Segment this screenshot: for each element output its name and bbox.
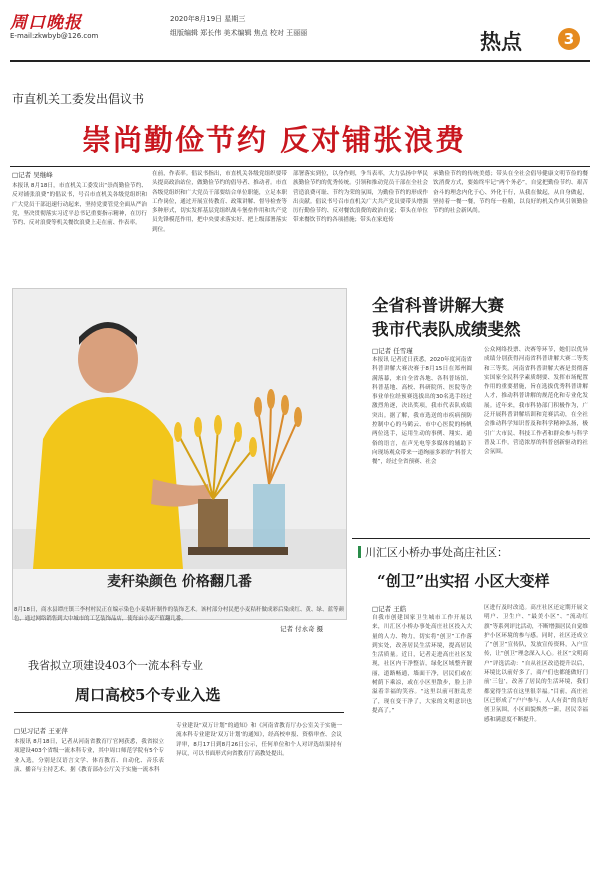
editor-credits: 组版编辑 郑长伟 美术编辑 焦点 校对 王丽丽	[170, 29, 308, 37]
story4-column-1: 本报讯 8月18日，记者从河南省教育厅官网获悉，我省拟立项建设403个省级一流本科专业，其中周口师范学院有5个专业入选，分别是汉语言文学、体育教育、自动化、音乐表演、播音与主持艺术。据《教育部办公厅关于实施一流本科	[14, 739, 164, 773]
story3-byline: □记者 王皓	[372, 605, 407, 613]
photo-caption-title: 麦秆染颜色 价格翻几番	[107, 574, 252, 590]
story1-headline: 崇尚勤俭节约 反对铺张浪费	[82, 123, 467, 157]
story3-kicker: 川汇区小桥办事处高庄社区：	[365, 546, 508, 559]
story4-byline: □见习记者 王亚萍	[14, 727, 68, 735]
photo-frame	[12, 288, 347, 620]
issue-date: 2020年8月19日 星期三	[170, 15, 246, 23]
masthead-rule	[10, 60, 590, 62]
story3-accent-bar	[358, 546, 361, 558]
story1-column-2: 在前，作表率。倡议书指出，市直机关各级党组织要带头提高政治站位，做勤俭节约的倡导者、推动者。市直各级党组织和广大党员干部要结合单位职能，立足本职工作岗位，通过开展宣传教育、政策讲解、督导检查等多种形式，切实发挥基层党组织战斗堡垒作用和共产党员先锋模范作用，把中央要求落实好、把上级部署落实到位。	[152, 171, 287, 233]
story1-byline: □记者 吴继峰	[12, 171, 53, 179]
story4-rule	[14, 712, 344, 713]
story3-headline: “创卫”出实招 小区大变样	[377, 572, 550, 590]
story3-column-2: 区进行及时改造。高庄社区还定期开展文明户、卫生户、“最美小区”、“流动红旗”等系列评比活动，不断增强居民自觉维护小区环境的参与感。同时，社区还成立了“创卫”宣传队，发放宣传资料，入户宣传，让“创卫”理念深入人心。社区“文明商户”评选活动：“自从社区改造提升以后，环境比以前好多了，商户们也都能做好门前‘三包’，改善了居民的生活环境，我们都觉得生活在这里很幸福。”目前，高庄社区已形成了“户户参与、人人有责”的良好创卫氛围，小区面貌焕然一新，居民幸福感和满意度不断提升。	[484, 605, 588, 723]
photo-credit: 记者 付永奇 摄	[280, 625, 324, 633]
wheat-craft-photo	[13, 289, 346, 569]
story4-column-2: 专业建设“双万计划”的通知》和《河南省教育厅办公室关于实施一流本科专业建设‘双万计划’的通知》，经高校申报、资格审查、会议评审，8月17日到8月26日公示，任何单位和个人对评选结果持有异议，可以书面形式向省教育厅高教处提出。	[176, 723, 342, 757]
story3-column-1: 自我市创建国家卫生城市工作开展以来，川汇区小桥办事处高庄社区投入大量的人力、物力，切实将“创卫”工作落到实处，改善居民生活环境，提高居民生活质量。近日，记者走进高庄社区发现，社区内干净整洁，绿化区域整齐靓丽，道路畅通，墙面干净，居民们或在树荫下乘凉，或在小区里散步，脸上洋溢着幸福的笑容。“这里以前可脏乱差了，现在变干净了，大家的文明意识也提高了。”	[372, 615, 472, 714]
story3-top-rule	[352, 538, 590, 539]
story4-headline: 周口高校5个专业入选	[75, 686, 221, 704]
story2-column-2: 公众网络投票、决赛等环节，她们以优异成绩分别获得河南省科普讲解大赛二等奖和三等奖。河南省科普讲解大赛是贯彻落实国家全民科学素质纲要、发挥市场配置作用的重要措施，旨在选拔优秀科普讲解人才，推动科普讲解的规范化和专业化发展。近年来，我市科协部门积极作为，广泛开展科普讲解培训和竞赛活动，在全社会推动科学知识普及和科学精神弘扬，极引广大市民、科技工作者和群众参与科学普及工作，营造浓厚的科普创新驱动的社会氛围。	[484, 347, 588, 456]
masthead-email: E-mail:zkwbyb@126.com	[10, 32, 99, 40]
newspaper-logo: 周口晚报	[10, 13, 82, 33]
story2-headline-line2: 我市代表队成绩斐然	[372, 320, 521, 339]
story2-headline-line1: 全省科普讲解大赛	[372, 296, 504, 315]
story4-kicker: 我省拟立项建设403个一流本科专业	[28, 659, 203, 672]
story1-rule	[10, 166, 590, 167]
story1-column-4: 承勤俭节约的传统美德；带头在全社会倡导健康文明节俭的餐饮消费方式，要始终牢记“两个务必”，自觉把勤俭节约、艰苦奋斗的理念内化于心、外化于行，从我在做起，从自身做起，坚持着一餐一餐，节约每一粒粮，以良好的机关作风引领勤俭节约的社会新风尚。	[433, 171, 588, 215]
story1-kicker: 市直机关工委发出倡议书	[12, 92, 145, 106]
story1-column-3: 部署落实到位，以身作则，争当表率，大力弘扬中华民族勤俭节约的优秀传统。引领和推动党员干部在全社会营造浪费可耻、节约为荣的氛围，为勤俭节约的形成作出贡献。倡议书号召市直机关广大共产党员要带头增强厉行勤俭节约、反对餐饮浪费的政治自觉；带头在单位带来餐饮节约的各项措施；带头在家庭传	[293, 171, 428, 224]
section-title: 热点	[480, 29, 522, 54]
story2-byline: □记者 任雪瑾	[372, 347, 413, 355]
story1-column-1: 本报讯 8月18日，市直机关工委发出“崇尚勤俭节约、反对铺张浪费”的倡议书，号召市直机关各级党组织和广大党员干部迅速行动起来，坚持党要管党全面从严治党，坚决贯彻落实习近平总书记重要指示精神，在厉行节约、反对浪费等机关餐饮浪费上走在前、作表率。	[12, 183, 147, 227]
story2-column-1: 本报讯 记者近日获悉，2020年度河南省科普讲解大赛决赛于8月15日在郑州圆满落幕，来自全省各地、各科普场馆、科普基地、高校、科研院所、医院等企事业单位经预赛选拔出的30名选手经过激烈角逐，决出奖项，我市代表队成绩突出。据了解，我市选送的市疾病预防控制中心的马鹤云、市中心医院的杨帆两位选手，运用生动的事例、翔实、通俗的语言，在声光电等多媒体的辅助下向现场观众带来一道绚丽多彩的“科普大餐”，经过全省预赛、社会	[372, 357, 472, 466]
page-number-badge: 3	[558, 28, 580, 50]
photo-caption-text: 8月18日，商水县谭庄镇三李村村民正在编示染色小麦秸秆制作的装饰艺术。该村部分村民把小麦秸秆做成彩后染成红、黄、绿、蓝等颜色，通过网络销售到大中城市的工艺装饰品店，使每亩小麦产值翻几番。	[14, 607, 344, 622]
